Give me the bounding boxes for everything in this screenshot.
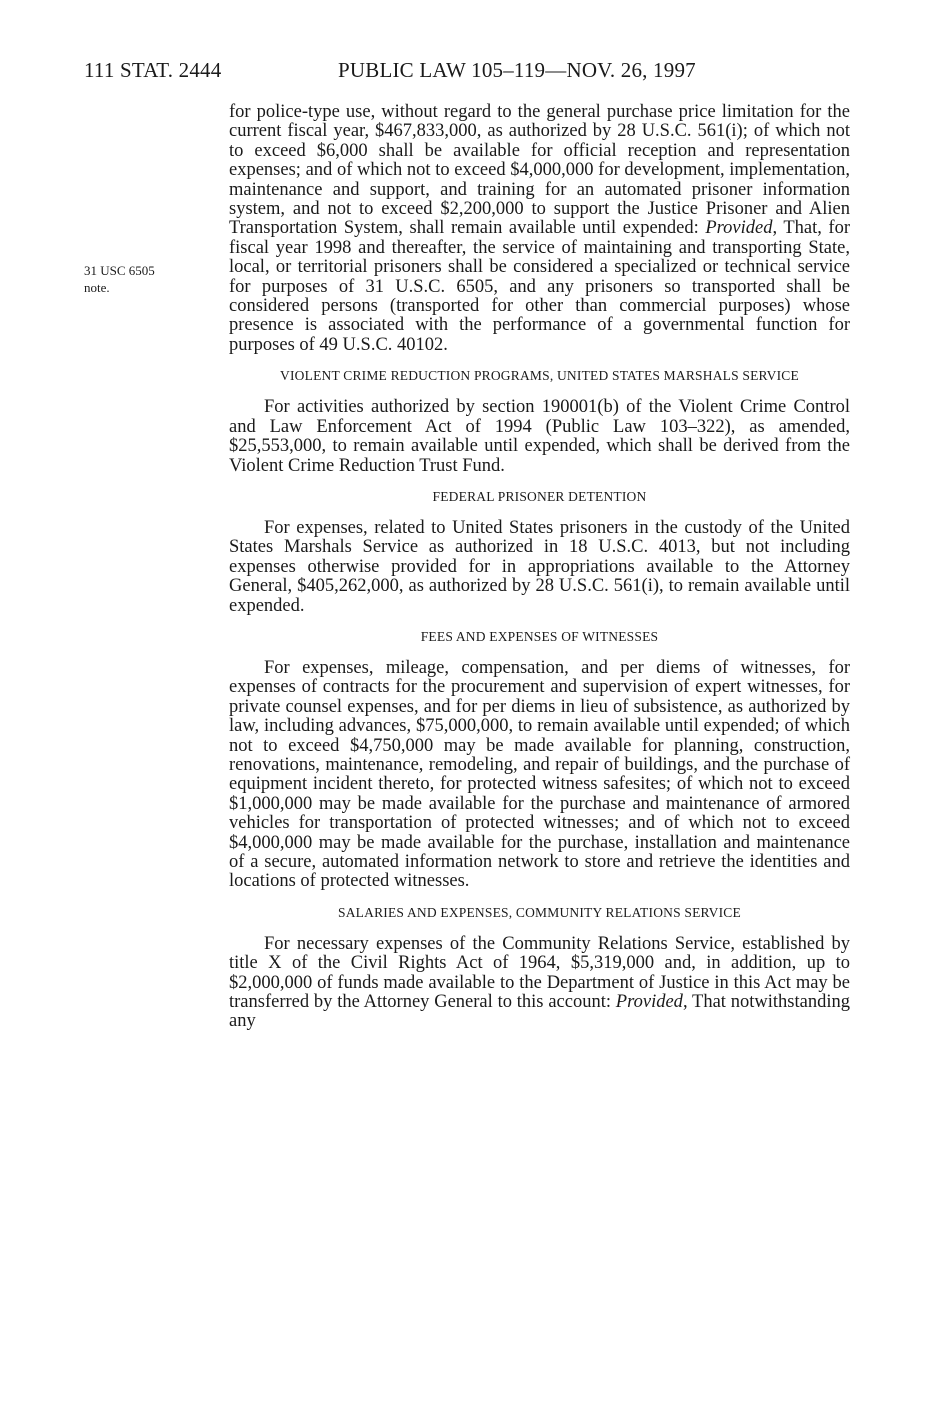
section-heading-violent-crime: VIOLENT CRIME REDUCTION PROGRAMS, UNITED STATES MARSHALS SERVICE: [280, 368, 799, 384]
section-heading-prisoner-detention: FEDERAL PRISONER DETENTION: [432, 488, 647, 504]
document-body: [229, 103, 850, 1032]
paragraph-prisoner-detention: For expenses, related to United States prisoners in the custody of the United States Marshals Service as authorized in 18 U.S.C. 4013, but not including expenses otherwise provided for in appropriations available to the Attorney General, $405,262,000, as authorized by 28 U.S.C. 561(i), to remain available until expended.: [229, 517, 850, 616]
paragraph-community-relations: [229, 935, 850, 1032]
page-header: [84, 58, 744, 88]
paragraph-text: , That, for fiscal year 1998 and thereafter, the service of maintaining and transporting State, local, or territorial prisoners shall be considered a specialized or technical service for purposes of 31 U.S.C. 6505, and any prisoners so transported shall be considered persons (transported for other than commercial purposes) whose presence is associated with the performance of a governmental function for purposes of 49 U.S.C. 40102.: [229, 218, 850, 355]
statute-page-number: 111 STAT. 2444: [84, 58, 222, 82]
margin-note: [84, 262, 204, 296]
paragraph-text: for police-type use, without regard to the general purchase price limitation for the current fiscal year, $467,833,000, as authorized by 28 U.S.C. 561(i); of which not to exceed $6,000 shall be available for official reception and representation expenses; and of which not to exceed $4,000,000 for development, implementation, maintenance and support, and training for an automated prisoner information system, and not to exceed $2,200,000 to support the Justice Prisoner and Alien Transportation System, shall remain available until expended:: [229, 102, 850, 239]
paragraph-violent-crime: For activities authorized by section 190001(b) of the Violent Crime Control and Law Enforcement Act of 1994 (Public Law 103–322), as amended, $25,553,000, to remain available until expended, which shall be derived from the Violent Crime Reduction Trust Fund.: [229, 397, 850, 476]
paragraph-continued: [229, 103, 850, 355]
paragraph-text: For necessary expenses of the Community Relations Service, established by title X of the Civil Rights Act of 1964, $5,319,000 and, in addition, up to $2,000,000 of funds made available to the Department of Justice in this Act may be transferred by the Attorney General to this account:: [229, 933, 850, 1013]
paragraph-text: , That notwithstanding any: [229, 992, 850, 1032]
running-title: PUBLIC LAW 105–119—NOV. 26, 1997: [338, 58, 696, 82]
section-heading-community-relations: SALARIES AND EXPENSES, COMMUNITY RELATIONS SERVICE: [338, 904, 741, 920]
proviso-term: Provided: [705, 218, 773, 239]
margin-note-citation: 31 USC 6505: [84, 263, 155, 278]
margin-note-suffix: note.: [84, 280, 110, 295]
proviso-term: Provided: [615, 992, 683, 1013]
paragraph-witnesses: For expenses, mileage, compensation, and per diems of witnesses, for expenses of contracts for the procurement and supervision of expert witnesses, for private counsel expenses, and for per diems in lieu of subsistence, as authorized by law, including advances, $75,000,000, to remain available until expended; of which not to exceed $4,750,000 may be made available for planning, construction, renovations, maintenance, remodeling, and repair of buildings, and the purchase of equipment incident thereto, for protected witness safesites; of which not to exceed $1,000,000 may be made available for the purchase and maintenance of armored vehicles for transportation of protected witnesses; and of which not to exceed $4,000,000 may be made available for the purchase, installation and maintenance of a secure, automated information network to store and retrieve the identities and locations of protected witnesses.: [229, 657, 850, 892]
section-heading-witnesses: FEES AND EXPENSES OF WITNESSES: [420, 628, 659, 644]
